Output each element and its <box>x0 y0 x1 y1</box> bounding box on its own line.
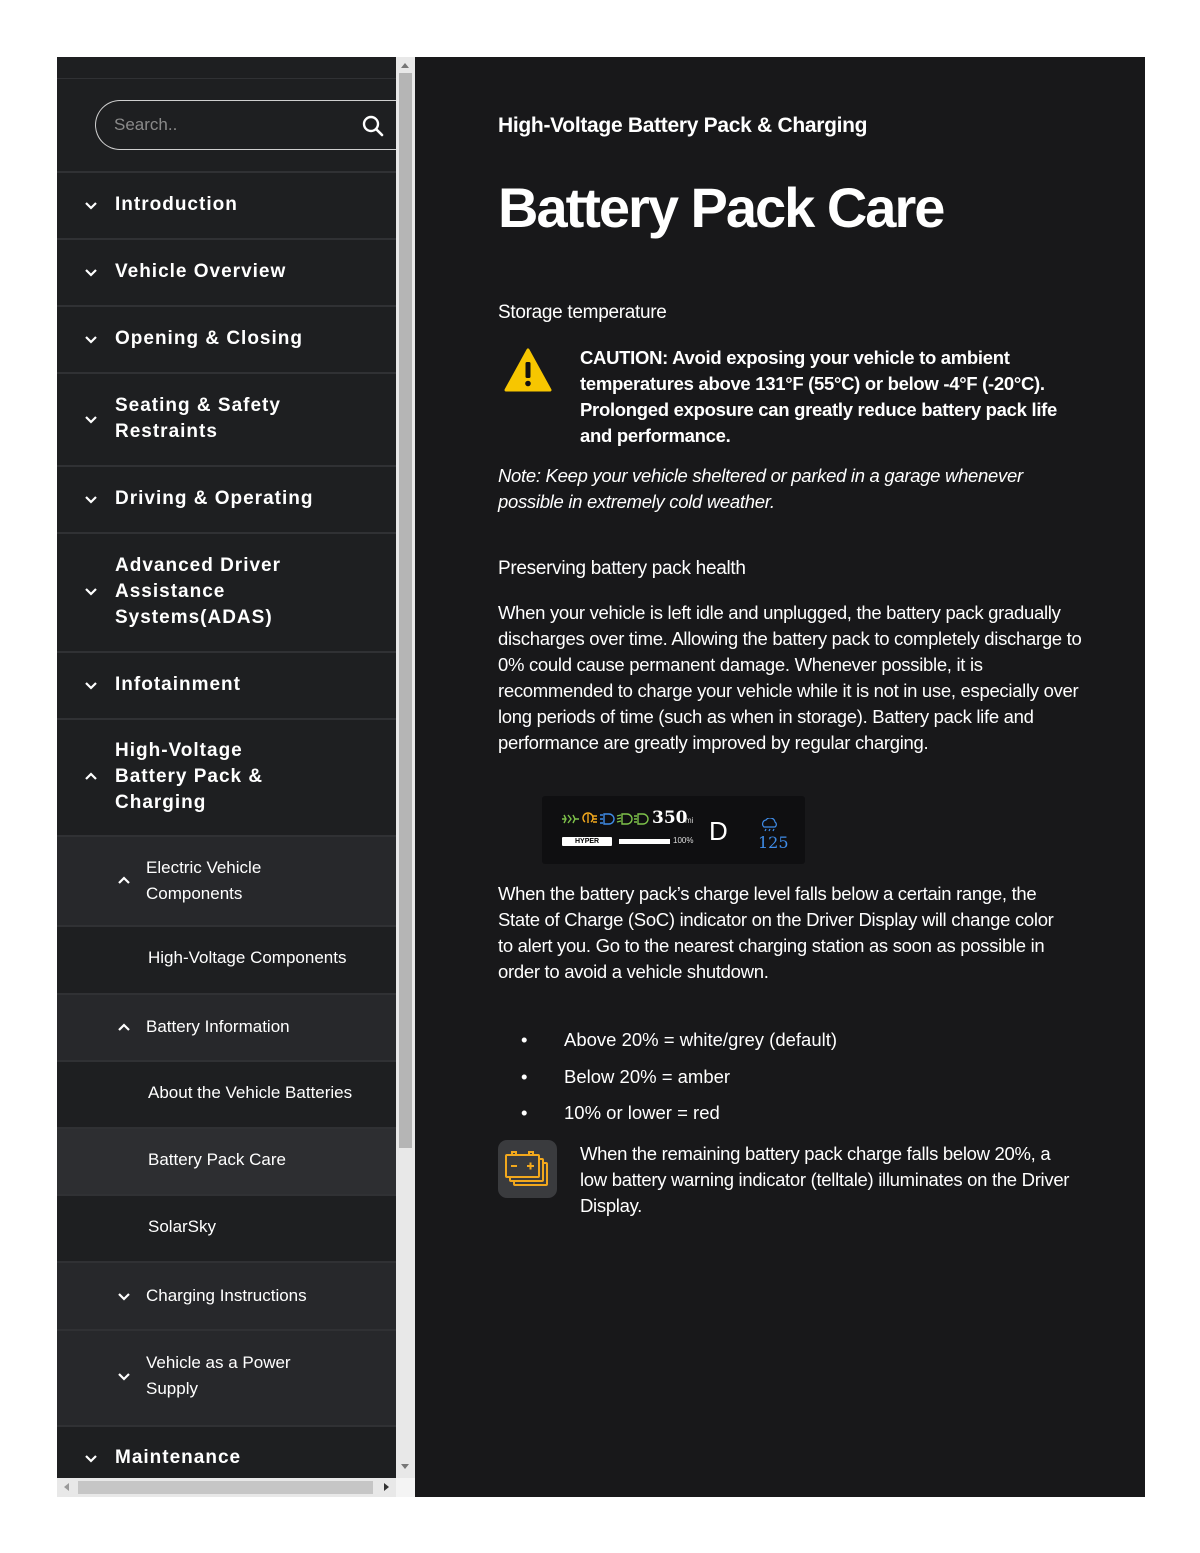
soc-bar <box>619 839 670 844</box>
scroll-down-arrow-icon[interactable] <box>401 1464 409 1469</box>
note-body: Keep your vehicle sheltered or parked in a garage whenever possible in extremely cold weather. <box>498 465 1023 512</box>
sidebar-item-label: About the Vehicle Batteries <box>148 1083 353 1102</box>
scrollbar-thumb[interactable] <box>78 1481 373 1494</box>
scroll-right-arrow-icon[interactable] <box>384 1483 389 1491</box>
note-label: Note: <box>498 465 541 486</box>
search-input[interactable] <box>114 113 344 137</box>
sidebar-item-label: Opening & Closing <box>115 328 303 349</box>
sidebar-item-label: High-Voltage Components <box>148 948 347 967</box>
sidebar-item-adas[interactable] <box>57 534 397 651</box>
driver-display-image <box>542 796 805 864</box>
gear-indicator: D <box>709 816 728 846</box>
sidebar-item-label: Vehicle as a Power Supply <box>146 1353 291 1398</box>
chevron-down-icon <box>117 1292 131 1302</box>
sidebar-item-high-voltage-components[interactable] <box>57 927 397 993</box>
soc-paragraph: When the battery pack’s charge level falls below a certain range, the State of Charge (SoC) indicator on the Driver Display will change color to alert you. Go to the nearest charging station as soon as possible in order to avoid a vehicle shutdown. <box>498 883 1054 982</box>
preserving-heading: Preserving battery pack health <box>498 558 746 579</box>
sidebar-item-high-voltage-battery[interactable] <box>57 720 397 835</box>
sidebar-item-label: Advanced Driver Assistance Systems(ADAS) <box>115 555 282 628</box>
range-unit: mi <box>685 816 694 825</box>
chevron-up-icon <box>84 771 98 781</box>
sidebar-item-introduction[interactable] <box>57 173 397 238</box>
sidebar-item-battery-information[interactable] <box>57 995 397 1060</box>
page-title: Battery Pack Care <box>498 176 944 239</box>
sidebar-nav <box>57 57 397 1478</box>
note-text <box>498 463 1058 515</box>
sidebar-item-battery-pack-care[interactable] <box>57 1129 397 1194</box>
section-title: High-Voltage Battery Pack & Charging <box>498 114 868 137</box>
search-icon[interactable] <box>361 114 385 138</box>
chevron-down-icon <box>84 268 98 278</box>
scroll-left-arrow-icon[interactable] <box>64 1483 69 1491</box>
weather-icon <box>760 818 778 832</box>
caution-text: CAUTION: Avoid exposing your vehicle to ambient temperatures above 131°F (55°C) or below -4°F (-20°C). Prolonged exposure can greatly reduce battery pack life and performance. <box>580 347 1058 446</box>
sidebar-item-label: Electric Vehicle Components <box>146 858 262 903</box>
sidebar-item-label: SolarSky <box>148 1217 217 1236</box>
sidebar-item-label: Introduction <box>115 194 238 215</box>
sidebar-item-charging-instructions[interactable] <box>57 1263 397 1329</box>
sidebar-item-label: Charging Instructions <box>146 1286 307 1305</box>
chevron-down-icon <box>84 495 98 505</box>
divider <box>57 78 397 79</box>
scrollbar-thumb[interactable] <box>399 73 412 1148</box>
sidebar-item-label: High-Voltage Battery Pack & Charging <box>115 740 264 813</box>
warning-triangle-icon <box>503 347 553 393</box>
sidebar-item-label: Vehicle Overview <box>115 261 287 282</box>
sidebar-item-label: Battery Pack Care <box>148 1150 286 1169</box>
sidebar-item-maintenance[interactable] <box>57 1427 397 1478</box>
chevron-down-icon <box>84 415 98 425</box>
preserving-paragraph: When your vehicle is left idle and unplugged, the battery pack gradually discharges over time. Allowing the battery pack to completely discharge to 0% could cause permanent damage. Whenever possible, it is recommended to charge your vehicle while it is not in use, especially over long periods of time (such as when in storage). Battery pack life and performance are greatly improved by regular charging. <box>498 602 1082 753</box>
storage-heading: Storage temperature <box>498 302 667 323</box>
scrollbar-corner <box>396 1478 415 1497</box>
sidebar-item-infotainment[interactable] <box>57 653 397 718</box>
sidebar-item-driving-operating[interactable] <box>57 467 397 532</box>
sidebar-item-about-vehicle-batteries[interactable] <box>57 1062 397 1127</box>
sidebar-item-vehicle-power-supply[interactable] <box>57 1331 397 1425</box>
chevron-down-icon <box>84 681 98 691</box>
sidebar-item-label: Infotainment <box>115 674 241 695</box>
chevron-down-icon <box>117 1372 131 1382</box>
drive-mode-badge <box>562 837 612 846</box>
main-content: High-Voltage Battery Pack & Charging Battery Pack Care Storage temperature CAUTION: Avoid exposing your vehicle to ambient temperatures above 131°F (55°C) or below -4°F (-20°C). Prolonged exposure can greatly reduce battery pack life and performance. Note: Keep your vehicle sheltered or parked in a garage whenever possible in extremely cold weather. Preserving battery pack health When your vehicle is left idle and unplugged, the battery pack gradually discharges over time. Allowing the battery pack to completely discharge to 0% could cause permanent damage. Whenever possible, it is recommended to charge your vehicle while it is not in use, especially over long periods of time (such as when in storage). Battery pack life and performance are greatly improved by regular charging. 350 mi HYPER 100% D 125 When the battery pack’s charge level falls below a certain range, the State of Charge (SoC) indicator on the Driver Display will change color to alert you. Go to the nearest charging station as soon as possible in order to avoid a vehicle shutdown. • Above 20% = white/grey (default) • Below 20% = amber • 10% or lower = red When the remaining battery pack charge falls below 20%, a low battery warning indicator (telltale) illuminates on the Driver Display. <box>415 57 1145 1497</box>
soc-percent: 100% <box>673 836 694 845</box>
sidebar-item-label: Battery Information <box>146 1017 290 1036</box>
drive-mode-label: HYPER <box>575 838 600 845</box>
search-box[interactable] <box>95 100 397 150</box>
scroll-up-arrow-icon[interactable] <box>401 63 409 68</box>
range-value: 350 <box>652 808 688 828</box>
chevron-down-icon <box>84 587 98 597</box>
sidebar-item-solarsky[interactable] <box>57 1196 397 1261</box>
low-battery-icon <box>505 1151 551 1189</box>
indicator-lights-icon <box>560 810 654 828</box>
chevron-down-icon <box>84 1454 98 1464</box>
sidebar-item-label: Maintenance <box>115 1447 242 1468</box>
chevron-up-icon <box>117 875 131 885</box>
horizontal-scrollbar[interactable] <box>57 1478 396 1497</box>
temperature-value: 125 <box>758 833 789 852</box>
sidebar-item-label: Driving & Operating <box>115 488 314 509</box>
telltale-text: When the remaining battery pack charge falls below 20%, a low battery warning indicator (telltale) illuminates on the Driver Display. <box>580 1143 1070 1216</box>
sidebar-item-ev-components[interactable] <box>57 837 397 925</box>
sidebar-item-label: Seating & Safety Restraints <box>115 395 281 442</box>
sidebar-item-vehicle-overview[interactable] <box>57 240 397 305</box>
sidebar-item-opening-closing[interactable] <box>57 307 397 372</box>
vertical-scrollbar[interactable] <box>396 57 415 1478</box>
low-battery-telltale <box>498 1140 557 1198</box>
chevron-down-icon <box>84 335 98 345</box>
chevron-down-icon <box>84 201 98 211</box>
chevron-up-icon <box>117 1022 131 1032</box>
sidebar-item-seating-safety[interactable] <box>57 374 397 465</box>
